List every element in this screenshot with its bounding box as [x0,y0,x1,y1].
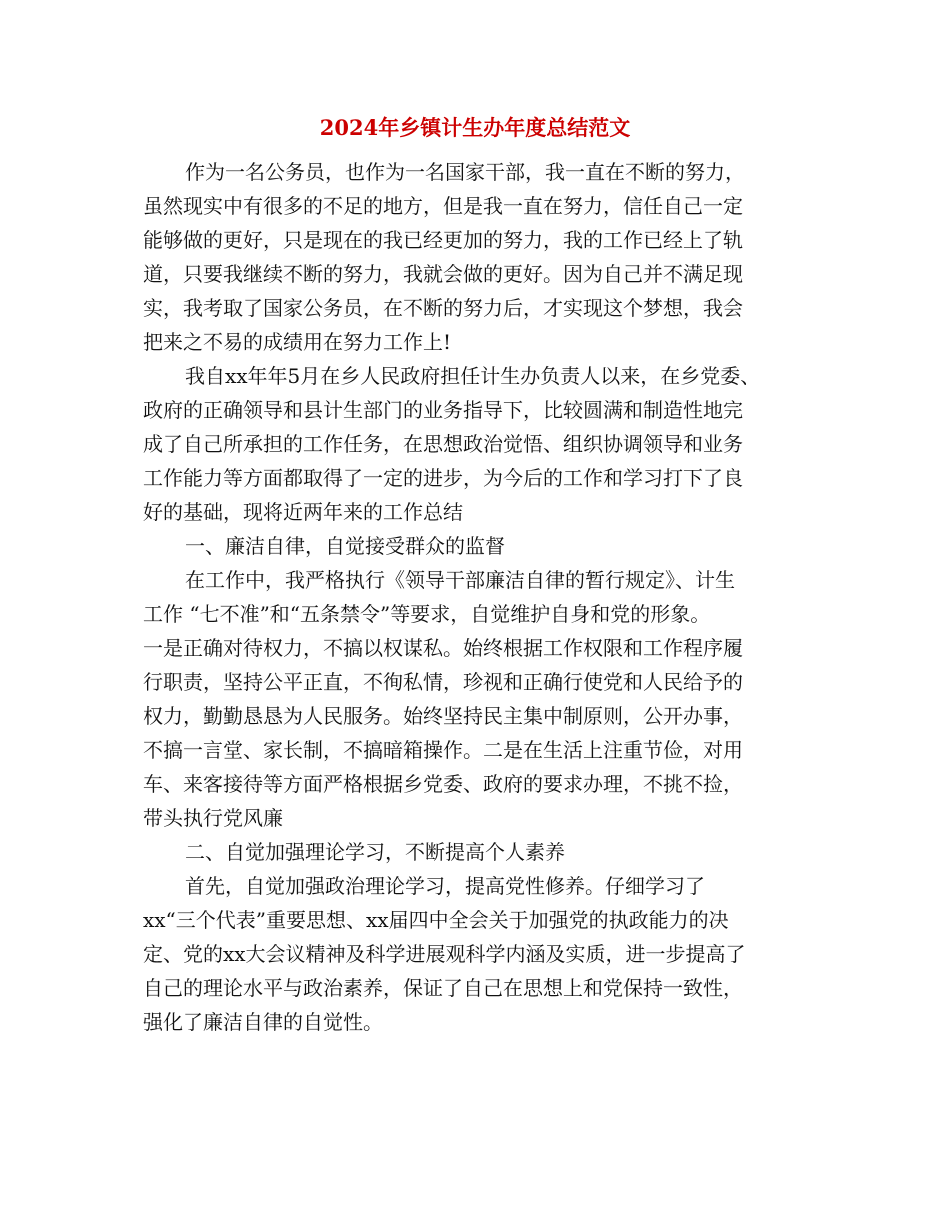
text-line: 行职责，坚持公平正直，不徇私情，珍视和正确行使党和人民给予的 [143,670,743,694]
text-line: 自己的理论水平与政治素养，保证了自己在思想上和党保持一致性， [143,976,743,1000]
paragraph-intro [143,155,818,359]
text-line: 政府的正确领导和县计生部门的业务指导下，比较圆满和制造性地完 [143,398,743,422]
text-line: 一是正确对待权力，不搞以权谋私。始终根据工作权限和工作程序履 [143,636,743,660]
text-line: 道，只要我继续不断的努力，我就会做的更好。因为自己并不满足现 [143,262,743,286]
paragraph-study [143,869,818,1039]
text-line: 工作 “七不准”和“五条禁令”等要求，自觉维护自身和党的形象。 [143,602,711,626]
text-line: xx“三个代表”重要思想、xx届四中全会关于加强党的执政能力的决 [143,908,729,932]
text-line: 定、党的xx大会议精神及科学进展观科学内涵及实质，进一步提高了 [143,942,746,966]
text-line: 实，我考取了国家公务员，在不断的努力后，才实现这个梦想，我会 [143,296,743,320]
text-line: 把来之不易的成绩用在努力工作上! [143,330,452,354]
section-heading-1 [143,529,818,563]
text-line: 强化了廉洁自律的自觉性。 [143,1010,383,1034]
text-line: 车、来客接待等方面严格根据乡党委、政府的要求办理，不挑不捡， [143,772,743,796]
text-line: 首先，自觉加强政治理论学习，提高党性修养。仔细学习了 [185,874,705,898]
section-heading-text: 一、廉洁自律，自觉接受群众的监督 [185,534,505,558]
text-line: 虽然现实中有很多的不足的地方，但是我一直在努力，信任自己一定 [143,194,743,218]
text-line: 权力，勤勤恳恳为人民服务。始终坚持民主集中制原则，公开办事， [143,704,743,728]
text-line: 在工作中，我严格执行《领导干部廉洁自律的暂行规定》、计生 [185,568,735,592]
paragraph-background [143,359,818,529]
text-line: 作为一名公务员，也作为一名国家干部，我一直在不断的努力， [185,160,745,184]
text-line: 好的基础，现将近两年来的工作总结 [143,500,463,524]
document-title: 2024年乡镇计生办年度总结范文 [319,115,631,140]
text-line: 工作能力等方面都取得了一定的进步，为今后的工作和学习打下了良 [143,466,743,490]
text-line: 我自xx年年5月在乡人民政府担任计生办负责人以来，在乡党委、 [185,364,761,388]
section-heading-text: 二、自觉加强理论学习，不断提高个人素养 [185,840,565,864]
document-body [143,155,818,1039]
text-line: 带头执行党风廉 [143,806,283,830]
section-heading-2 [143,835,818,869]
text-line: 不搞一言堂、家长制，不搞暗箱操作。二是在生活上注重节俭，对用 [143,738,743,762]
text-line: 能够做的更好，只是现在的我已经更加的努力，我的工作已经上了轨 [143,228,743,252]
text-line: 成了自己所承担的工作任务，在思想政治觉悟、组织协调领导和业务 [143,432,743,456]
paragraph-integrity [143,563,818,835]
